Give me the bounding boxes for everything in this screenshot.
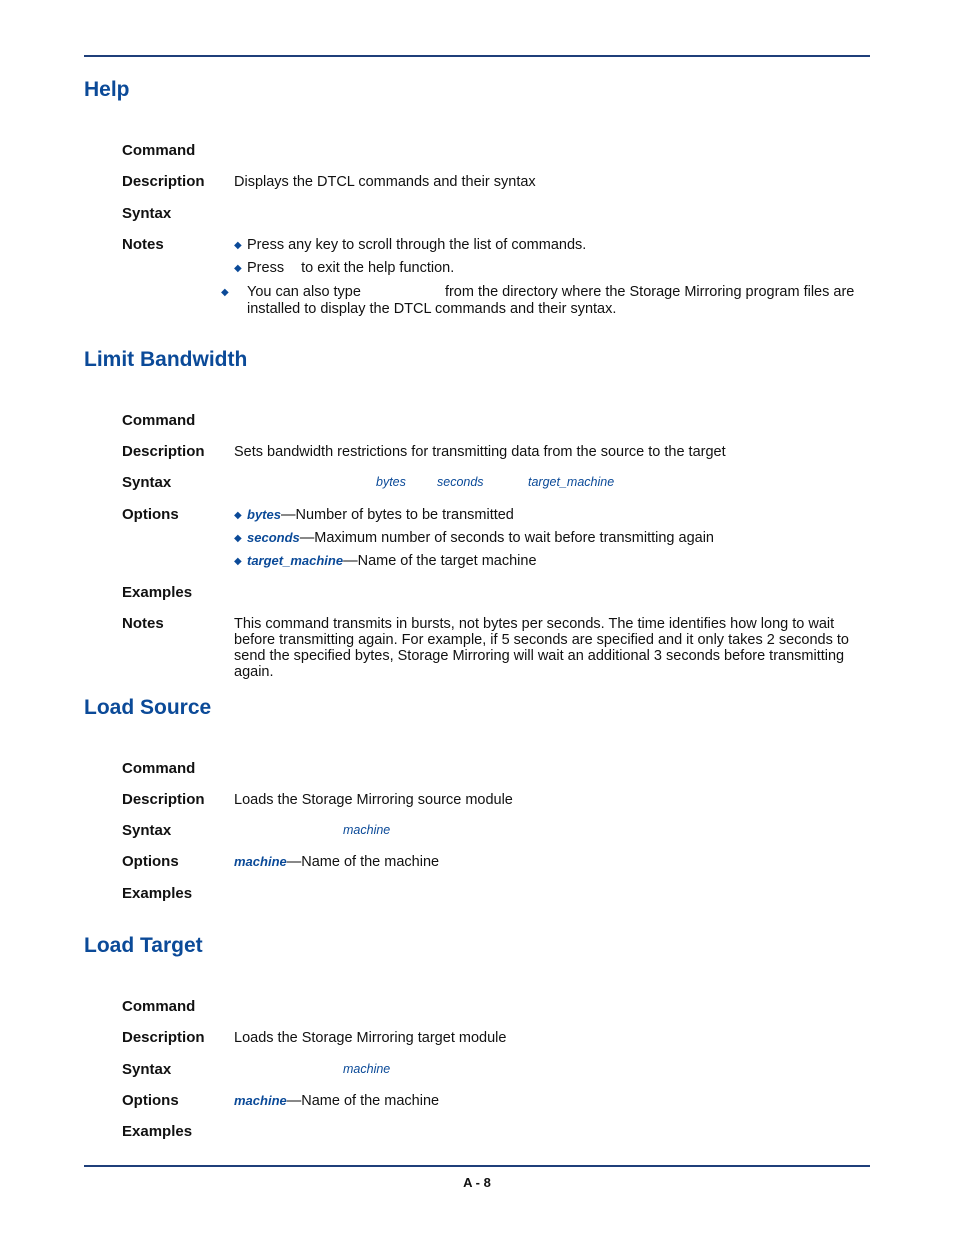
lt-syntax-machine: machine [343,1062,391,1076]
lb-syntax-bytes: bytes [376,475,406,489]
ls-command-label: Command [122,760,196,777]
lt-examples-label: Examples [122,1123,193,1140]
ls-description-label: Description [122,791,205,808]
page-number: A - 8 [463,1175,491,1190]
lb-syntax-target-machine: target_machine [528,475,615,489]
ls-option: machine—Name of the machine [234,854,440,870]
lt-option: machine—Name of the machine [234,1093,440,1109]
bullet-diamond-icon: ◆ [234,240,242,251]
section-title-load-source: Load Source [84,696,212,719]
lb-notes: This command transmits in bursts, not bytes per seconds. The time identifies how long to wait before transmitting again. For example, if 5 seconds are specified and it only takes 2 seconds to send the specified bytes, Storage Mirroring will wait an additional 3 seconds before transmitting again. [234,616,849,680]
lb-option-2: ◆ seconds—Maximum number of seconds to wait before transmitting again [234,530,714,546]
lt-description-label: Description [122,1029,205,1046]
help-syntax-label: Syntax [122,205,172,222]
lb-option-3: ◆ target_machine—Name of the target machine [234,553,537,569]
section-title-load-target: Load Target [84,934,203,957]
ls-options-label: Options [122,853,179,870]
lb-option-1: ◆ bytes—Number of bytes to be transmitted [234,507,514,523]
ls-syntax-machine: machine [343,823,391,837]
bullet-diamond-icon: ◆ [221,287,229,298]
lb-command-label: Command [122,412,196,429]
lb-options-label: Options [122,506,179,523]
section-title-limit-bandwidth: Limit Bandwidth [84,348,248,371]
help-note-1: ◆ Press any key to scroll through the list of commands. [234,237,587,253]
ls-syntax-label: Syntax [122,822,172,839]
lb-syntax-label: Syntax [122,474,172,491]
help-note-3: ◆ You can also type from the directory where the Storage Mirroring program files are installed to display the DTCL commands and their syntax. [221,284,855,317]
help-note-2: ◆ Press to exit the help function. [234,260,455,276]
lt-syntax-label: Syntax [122,1061,172,1078]
bottom-rule [84,1165,870,1167]
lb-notes-label: Notes [122,615,164,632]
section-title-help: Help [84,78,130,101]
help-description-label: Description [122,173,205,190]
lb-syntax-seconds: seconds [437,475,484,489]
bullet-diamond-icon: ◆ [234,556,242,567]
help-description: Displays the DTCL commands and their syntax [234,174,536,190]
help-command-label: Command [122,142,196,159]
help-notes-label: Notes [122,236,164,253]
top-rule [84,55,870,57]
lb-examples-label: Examples [122,584,193,601]
lb-description: Sets bandwidth restrictions for transmitting data from the source to the target [234,444,726,460]
bullet-diamond-icon: ◆ [234,533,242,544]
bullet-diamond-icon: ◆ [234,263,242,274]
lt-options-label: Options [122,1092,179,1109]
ls-examples-label: Examples [122,885,193,902]
bullet-diamond-icon: ◆ [234,510,242,521]
ls-description: Loads the Storage Mirroring source module [234,792,513,808]
lt-description: Loads the Storage Mirroring target module [234,1030,507,1046]
lb-description-label: Description [122,443,205,460]
lt-command-label: Command [122,998,196,1015]
